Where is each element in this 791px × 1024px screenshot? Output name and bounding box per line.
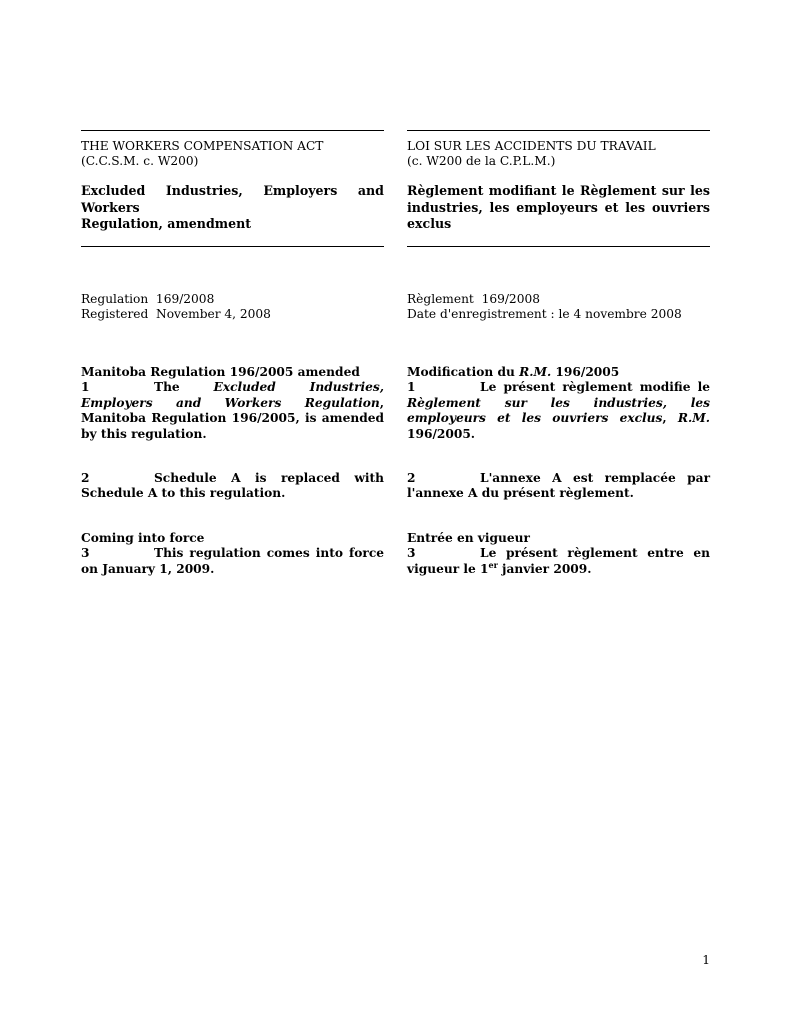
act-citation: (c. W200 de la C.P.L.M.): [407, 154, 556, 168]
regulation-number: Règlement 169/2008: [407, 292, 540, 306]
text-run: The: [154, 380, 214, 395]
regulation-title-line: Regulation, amendment: [81, 216, 252, 231]
registration-date: Registered November 4, 2008: [81, 307, 271, 321]
page-number: 1: [702, 953, 710, 967]
section-number: 2: [407, 471, 416, 485]
act-name: LOI SUR LES ACCIDENTS DU TRAVAIL: [407, 139, 656, 153]
section-heading: Manitoba Regulation 196/2005 amended: [81, 365, 360, 379]
section-1: [81, 365, 384, 442]
section-heading: Entrée en vigueur: [407, 531, 530, 545]
regulation-title-line: Excluded Industries, Employers and Workers: [81, 183, 384, 215]
text-run: Le présent règlement modifie le: [480, 380, 710, 395]
text-run: Schedule A is replaced with Schedule A to this regulation.: [81, 471, 384, 501]
act-heading: [407, 139, 710, 169]
regulation-info: [407, 292, 710, 322]
section-number: 2: [81, 471, 90, 485]
section-number: 1: [407, 380, 416, 395]
section-heading: [407, 365, 710, 380]
registration-date: Date d'enregistrement : le 4 novembre 2008: [407, 307, 682, 321]
section-text: [407, 546, 710, 577]
section-3: [81, 531, 384, 577]
section-3: [407, 531, 710, 577]
regulation-info: [81, 292, 384, 322]
text-run: Le présent règlement entre en vigueur le 1: [407, 546, 710, 576]
text-run: janvier 2009.: [497, 561, 592, 576]
regulation-title: [81, 183, 384, 233]
text-run: 196/2005.: [407, 426, 476, 441]
section-number: 3: [407, 546, 416, 561]
top-rule: [407, 130, 710, 131]
italic-citation: Excluded Industries, Employers and Workers Regulation: [81, 380, 384, 410]
section-2: [81, 471, 384, 502]
title-rule: [81, 246, 384, 247]
superscript: er: [488, 559, 498, 570]
section-1: [407, 365, 710, 442]
text-run: This regulation comes into force on January 1, 2009.: [81, 546, 384, 576]
section-text: [81, 471, 384, 502]
top-rule: [81, 130, 384, 131]
italic-citation: R.M.: [677, 411, 710, 426]
regulation-number: Regulation 169/2008: [81, 292, 215, 306]
italic-citation: R.M.: [519, 365, 552, 379]
text-run: ,: [662, 411, 678, 426]
section-2: [407, 471, 710, 502]
section-number: 1: [81, 380, 90, 395]
act-name: THE WORKERS COMPENSATION ACT: [81, 139, 324, 153]
act-heading: [81, 139, 384, 169]
section-text: [407, 380, 710, 442]
text-run: 196/2005: [551, 365, 620, 379]
section-text: [81, 380, 384, 442]
italic-citation: Règlement sur les industries, les employeurs et les ouvriers exclus: [407, 395, 710, 426]
act-citation: (C.C.S.M. c. W200): [81, 154, 199, 168]
text-run: , Manitoba Regulation 196/2005, is amended by this regulation.: [81, 395, 384, 441]
regulation-title: Règlement modifiant le Règlement sur les industries, les employeurs et les ouvriers exclus: [407, 183, 710, 231]
section-heading: Coming into force: [81, 531, 205, 545]
title-rule: [407, 246, 710, 247]
section-text: [407, 471, 710, 502]
text-run: Modification du: [407, 365, 520, 379]
text-run: L'annexe A est remplacée par l'annexe A du présent règlement.: [407, 471, 710, 501]
section-text: [81, 546, 384, 577]
section-number: 3: [81, 546, 90, 561]
